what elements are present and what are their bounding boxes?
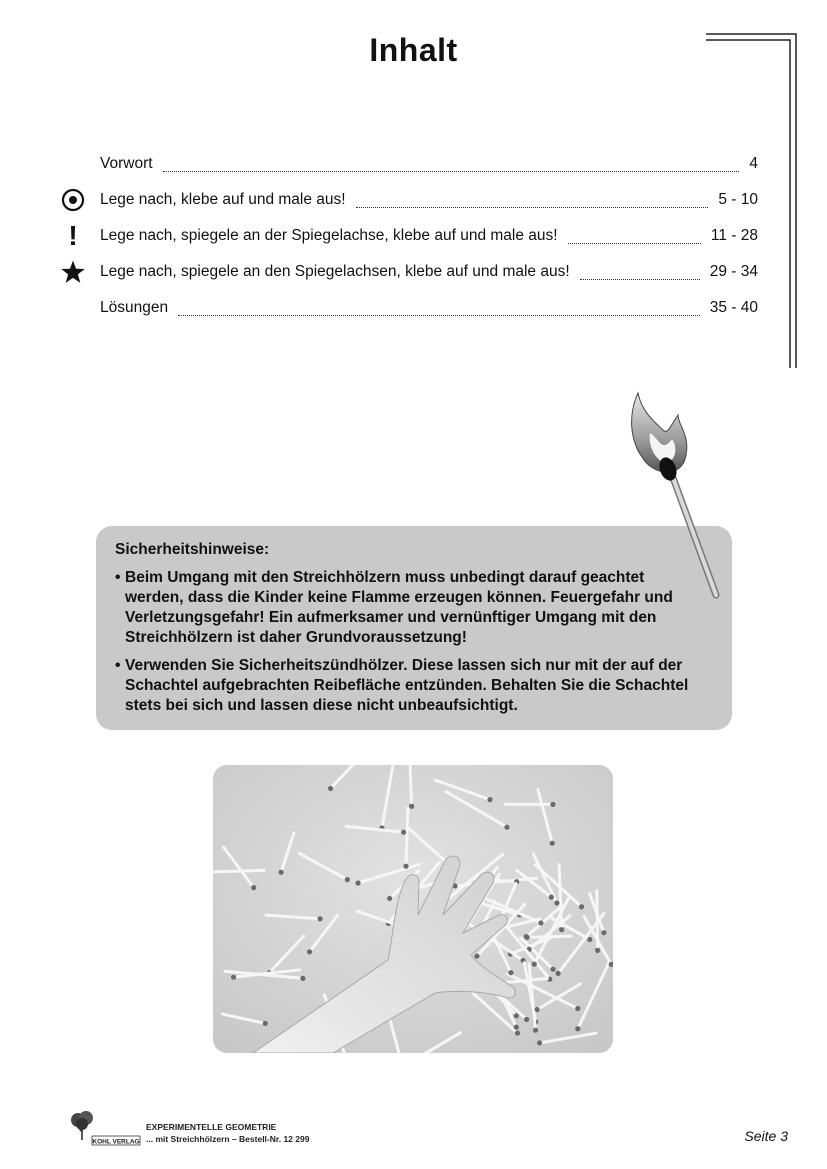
matchstick-head (549, 895, 554, 900)
toc-leader-dots (178, 303, 700, 316)
matchstick-head (575, 1026, 580, 1031)
matchstick-head (535, 1007, 540, 1012)
bullet-icon: • (115, 569, 121, 586)
matchstick-head (524, 1017, 529, 1022)
toc-row-level-3 (58, 254, 758, 290)
toc-page-number: 29 - 34 (709, 263, 758, 280)
matchstick-head (514, 1013, 519, 1018)
footer-order-number: ... mit Streichhölzern – Bestell-Nr. 12 299 (146, 1134, 310, 1144)
toc-label: Lösungen (100, 299, 169, 316)
target-icon (58, 188, 88, 212)
matchstick-head (550, 802, 555, 807)
matchstick-head (231, 975, 236, 980)
exclamation-icon: ! (68, 220, 78, 251)
footer-series-title: EXPERIMENTELLE GEOMETRIE (146, 1122, 277, 1132)
matchstick-head (532, 962, 537, 967)
matchstick-head (559, 927, 564, 932)
matchstick-head (587, 937, 592, 942)
matchstick-head (251, 885, 256, 890)
matchstick-head (403, 864, 408, 869)
matchstick-head (474, 954, 479, 959)
matchstick-head (525, 935, 530, 940)
toc-label: Lege nach, spiegele an den Spiegelachsen, klebe auf und male aus! (100, 263, 570, 280)
toc-label: Vorwort (100, 155, 153, 172)
matchstick-head (601, 930, 606, 935)
matchstick-head (401, 830, 406, 835)
matchstick-head (355, 880, 360, 885)
toc-leader-dots (356, 195, 709, 208)
toc-page-number: 5 - 10 (718, 191, 758, 208)
matchstick-head (317, 916, 322, 921)
matchstick-head (550, 967, 555, 972)
table-of-contents (58, 146, 758, 326)
toc-page-number: 4 (749, 155, 758, 172)
safety-title: Sicherheitshinweise: (115, 541, 270, 558)
matchstick-head (556, 971, 561, 976)
kohl-verlag-logo (68, 1110, 144, 1148)
toc-page-number: 11 - 28 (710, 227, 758, 244)
toc-leader-dots (163, 159, 740, 172)
toc-row-loesungen (58, 290, 758, 326)
toc-page-number: 35 - 40 (709, 299, 758, 316)
burning-match-icon (620, 385, 730, 600)
matchstick (410, 765, 412, 806)
matchstick (406, 808, 408, 866)
matchstick (213, 870, 264, 872)
matchstick-head (279, 870, 284, 875)
matchstick-head (387, 896, 392, 901)
toc-leader-dots (568, 231, 701, 244)
matchstick-head (508, 970, 513, 975)
hand-with-matches-photo (213, 765, 613, 1053)
matchstick-head (328, 786, 333, 791)
toc-label: Lege nach, klebe auf und male aus! (100, 191, 346, 208)
footer-info (146, 1121, 309, 1145)
matchstick-head (409, 804, 414, 809)
safety-bullet (115, 656, 712, 716)
toc-label: Lege nach, spiegele an der Spiegelachse, klebe auf und male aus! (100, 227, 558, 244)
toc-row-level-2 (58, 218, 758, 254)
toc-row-vorwort (58, 146, 758, 182)
matchstick-head (263, 1021, 268, 1026)
matchstick-head (538, 920, 543, 925)
toc-leader-dots (580, 267, 700, 280)
matchstick-head (537, 1040, 542, 1045)
matchstick-head (515, 1030, 520, 1035)
matchstick-head (579, 904, 584, 909)
page-number: Seite 3 (744, 1128, 788, 1144)
matchstick-head (533, 1028, 538, 1033)
matchstick-head (595, 948, 600, 953)
matchstick (527, 936, 571, 937)
matchstick-head (487, 797, 492, 802)
matchstick-head (504, 825, 509, 830)
safety-bullet-text: Verwenden Sie Sicherheitszündhölzer. Diese lassen sich nur mit der auf der Schachtel aufgebrachten Reibefläche entzünden. Behalten Sie die Schachtel stets bei sich und lassen diese nicht unbeaufsichtigt. (125, 657, 689, 714)
matchstick-head (550, 841, 555, 846)
logo-text: KOHL VERLAG (92, 1138, 140, 1146)
matchstick-head (307, 949, 312, 954)
matchstick-head (300, 976, 305, 981)
matchstick-head (514, 1025, 519, 1030)
safety-bullet-text: Beim Umgang mit den Streichhölzern muss unbedingt darauf geachtet werden, dass die Kinder keine Flamme erzeugen können. Feuergefahr und Verletzungsgefahr! Ein aufmerksamer und vernünftiger Umgang mit den Streichhölzern ist daher Grundvoraussetzung! (125, 569, 673, 646)
bullet-icon: • (115, 657, 121, 674)
matchstick-head (345, 877, 350, 882)
toc-row-level-1 (58, 182, 758, 218)
matchstick-head (554, 900, 559, 905)
matchstick-head (575, 1006, 580, 1011)
star-icon (58, 259, 88, 285)
page-title: Inhalt (369, 32, 458, 68)
